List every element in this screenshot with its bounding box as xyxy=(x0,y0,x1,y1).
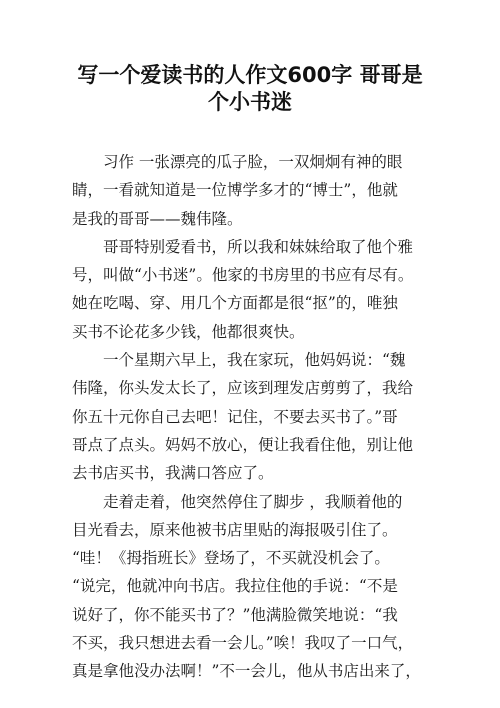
body-line: 号，叫做“小书迷”。他家的书房里的书应有尽有。 xyxy=(72,266,414,285)
body-line: 目光看去，原来他被书店里贴的海报吸引住了。 xyxy=(72,520,398,539)
body-line: 哥点了点头。妈妈不放心，便让我看住他，别让他 xyxy=(72,435,414,454)
document-title xyxy=(60,62,440,116)
body-line: 你五十元你自己去吧！记住，不要去买书了。”哥 xyxy=(72,407,398,426)
body-line: 走着走着，他突然停住了脚步 ，我顺着他的 xyxy=(103,492,403,511)
body-line: 一个星期六早上，我在家玩，他妈妈说：“魏 xyxy=(103,351,406,370)
body-line: 哥哥特别爱看书，所以我和妹妹给取了他个雅 xyxy=(103,237,414,256)
title-line-1: 写一个爱读书的人作文600字 哥哥是 xyxy=(77,63,423,87)
body-line: 不买，我只想进去看一会儿。”唉！我叹了一口气， xyxy=(72,634,414,653)
body-line: 伟隆，你头发太长了，应该到理发店剪剪了，我给 xyxy=(72,379,414,398)
title-line-2: 个小书迷 xyxy=(208,90,292,114)
body-line: 习作 一张漂亮的瓜子脸，一双炯炯有神的眼 xyxy=(103,153,403,171)
body-line: 说好了，你不能买书了？”他满脸微笑地说：“我 xyxy=(72,605,398,624)
body-line: 是我的哥哥——魏伟隆。 xyxy=(72,209,243,228)
body-line: 她在吃喝、穿、用几个方面都是很“抠”的，唯独 xyxy=(72,294,398,313)
body-line: “哇！《拇指班长》登场了，不买就没机会了。 xyxy=(72,549,390,568)
body-line: 睛，一看就知道是一位博学多才的“博士”，他就 xyxy=(72,181,398,200)
body-line: 真是拿他没办法啊！”不一会儿，他从书店出来了， xyxy=(72,662,421,681)
body-line: “说完，他就冲向书店。我拉住他的手说：“不是 xyxy=(72,577,398,596)
document-body xyxy=(72,148,432,686)
body-line: 买书不论花多少钱，他都很爽快。 xyxy=(72,322,305,341)
body-line: 去书店买书，我满口答应了。 xyxy=(72,464,274,483)
